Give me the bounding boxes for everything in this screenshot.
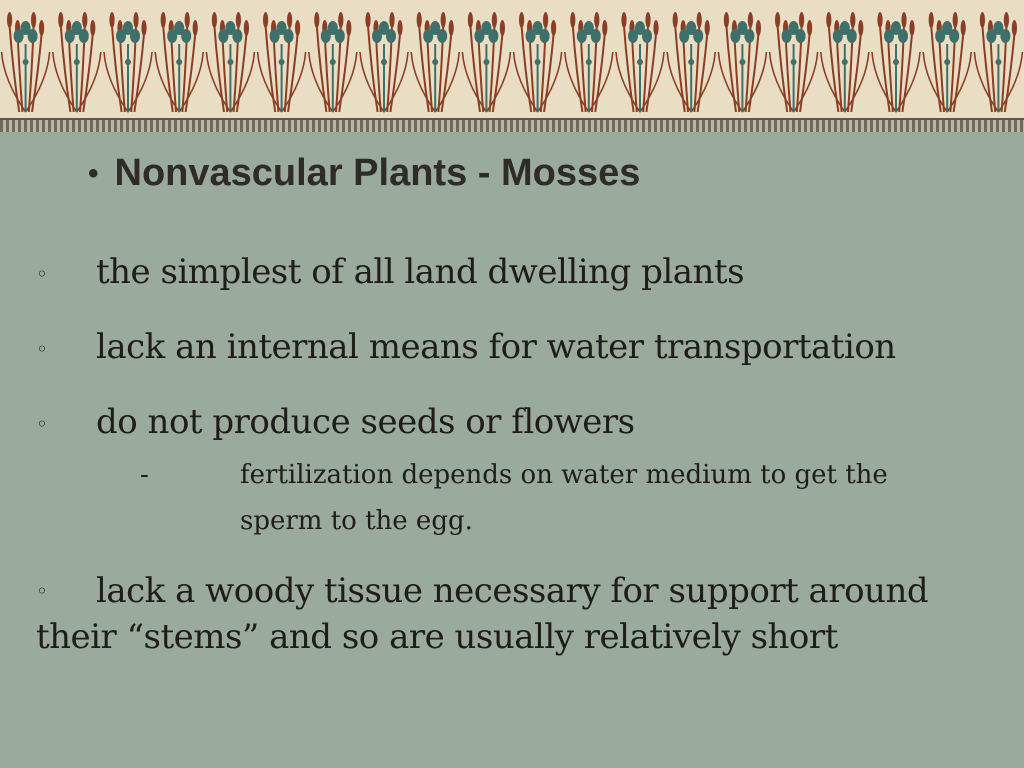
- reed-motif: [411, 12, 459, 112]
- bullet-text: the simplest of all land dwelling plants: [96, 252, 745, 292]
- reed-motif: [770, 12, 818, 112]
- reed-motif: [974, 12, 1022, 112]
- reed-motif: [667, 12, 715, 112]
- slide-title: [88, 152, 640, 195]
- reed-motif: [53, 12, 101, 112]
- decorative-banner: [0, 0, 1024, 132]
- banner-border-rule: [0, 118, 1024, 132]
- bullet-mark: ◦: [36, 337, 48, 361]
- sub-bullet-item: [140, 452, 960, 544]
- bullet-mark: ◦: [36, 412, 48, 436]
- reed-motif: [2, 12, 50, 112]
- reed-motif: [360, 12, 408, 112]
- bullet-text: lack a woody tissue necessary for support around their “stems” and so are usually relatively short: [36, 571, 929, 657]
- title-text: Nonvascular Plants - Mosses: [114, 152, 641, 194]
- reed-motif: [309, 12, 357, 112]
- reed-motif: [718, 12, 766, 112]
- bullet-text: lack an internal means for water transportation: [96, 327, 896, 367]
- reed-motif: [258, 12, 306, 112]
- title-bullet: •: [88, 156, 99, 190]
- reed-frieze-pattern: [0, 0, 1024, 120]
- reed-motif: [616, 12, 664, 112]
- sub-bullet-mark: -: [140, 460, 149, 490]
- reed-motif: [104, 12, 152, 112]
- reed-motif: [821, 12, 869, 112]
- reed-motif: [206, 12, 254, 112]
- bullet-item: [36, 252, 744, 292]
- reed-motif: [565, 12, 613, 112]
- reed-motif: [872, 12, 920, 112]
- reed-motif: [514, 12, 562, 112]
- reed-motif: [923, 12, 971, 112]
- bullet-mark: ◦: [36, 579, 48, 603]
- bullet-text: do not produce seeds or flowers: [96, 402, 635, 442]
- reed-motif: [462, 12, 510, 112]
- bullet-item: [36, 327, 896, 367]
- bullet-item: [36, 402, 635, 442]
- sub-bullet-text: fertilization depends on water medium to get the sperm to the egg.: [240, 460, 888, 536]
- reed-motif: [155, 12, 203, 112]
- bullet-item: [36, 568, 936, 660]
- bullet-mark: ◦: [36, 262, 48, 286]
